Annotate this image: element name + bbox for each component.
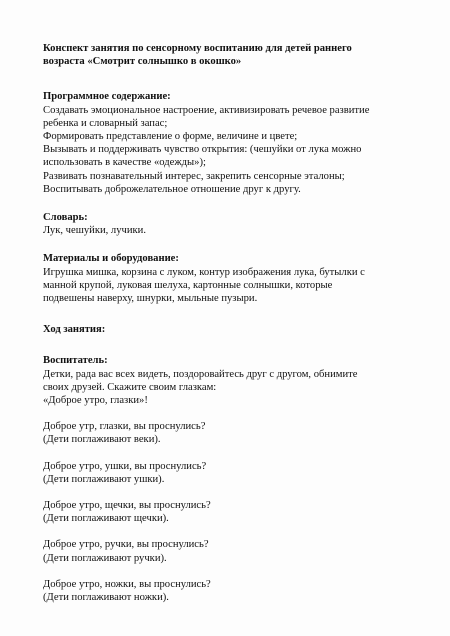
vocabulary-section bbox=[43, 211, 418, 237]
title-line: Конспект занятия по сенсорному воспитанию для детей раннего bbox=[43, 43, 352, 54]
dialogue-line: Доброе утро, ушки, вы проснулись? bbox=[43, 460, 207, 472]
dialogue-item bbox=[43, 460, 418, 486]
dialogue-action: (Дети поглаживают щечки). bbox=[43, 513, 169, 525]
dialogue-action: (Дети поглаживают ушки). bbox=[43, 473, 165, 485]
title-line: возраста «Смотрит солнышко в окошко» bbox=[43, 56, 242, 68]
dialogue-action: (Дети поглаживают ножки). bbox=[43, 592, 169, 604]
program-line: Создавать эмоциональное настроение, активизировать речевое развитие bbox=[43, 104, 370, 116]
teacher-line: своих друзей. Скажите своим глазкам: bbox=[43, 381, 217, 393]
dialogue-item bbox=[43, 420, 418, 446]
course-heading: Ход занятия: bbox=[43, 324, 106, 336]
dialogue-item bbox=[43, 499, 418, 525]
program-line: Развивать познавательный интерес, закрепить сенсорные эталоны; bbox=[43, 170, 345, 182]
document-content bbox=[43, 42, 418, 604]
dialogue-action: (Дети поглаживают ручки). bbox=[43, 552, 167, 564]
dialogue-line: Доброе утро, ручки, вы проснулись? bbox=[43, 539, 209, 551]
program-line: ребенка и словарный запас; bbox=[43, 117, 168, 129]
teacher-section bbox=[43, 354, 418, 407]
dialogue-action: (Дети поглаживают веки). bbox=[43, 434, 161, 446]
program-section bbox=[43, 90, 418, 196]
materials-section bbox=[43, 252, 418, 305]
program-line: использовать в качестве «одежды»); bbox=[43, 157, 206, 169]
materials-heading: Материалы и оборудование: bbox=[43, 253, 179, 265]
vocabulary-line: Лук, чешуйки, лучики. bbox=[43, 225, 146, 237]
dialogue-line: Доброе утро, ножки, вы проснулись? bbox=[43, 578, 211, 590]
materials-line: манной крупой, луковая шелуха, картонные солнышки, которые bbox=[43, 279, 333, 291]
vocabulary-heading: Словарь: bbox=[43, 212, 88, 224]
program-line: Вызывать и поддерживать чувство открытия: (чешуйки от лука можно bbox=[43, 144, 362, 156]
teacher-line: Детки, рада вас всех видеть, поздоровайтесь друг с другом, обнимите bbox=[43, 368, 358, 380]
teacher-line: «Доброе утро, глазки»! bbox=[43, 395, 148, 407]
dialogue-line: Доброе утр, глазки, вы проснулись? bbox=[43, 421, 206, 433]
program-line: Воспитывать доброжелательное отношение друг к другу. bbox=[43, 183, 301, 195]
materials-line: подвешены наверху, шнурки, мыльные пузыри. bbox=[43, 293, 258, 305]
program-line: Формировать представление о форме, величине и цвете; bbox=[43, 131, 298, 143]
dialogue-item bbox=[43, 578, 418, 604]
document-title bbox=[43, 42, 418, 68]
dialogue-line: Доброе утро, щечки, вы проснулись? bbox=[43, 500, 211, 512]
materials-line: Игрушка мишка, корзина с луком, контур изображения лука, бутылки с bbox=[43, 266, 365, 278]
dialogue-item bbox=[43, 538, 418, 564]
program-heading: Программное содержание: bbox=[43, 91, 171, 103]
teacher-heading: Воспитатель: bbox=[43, 355, 108, 367]
